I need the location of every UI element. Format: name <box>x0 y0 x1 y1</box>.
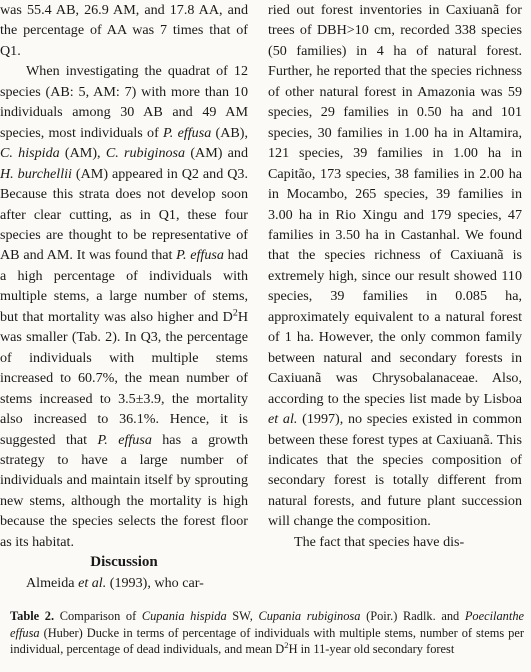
right-column <box>268 0 522 552</box>
paragraph-continued: was 55.4 AB, 26.9 AM, and 17.8 AA, and the percentage of AA was 7 times that of Q1. <box>0 2 248 59</box>
species-name: C. hispida <box>0 145 60 162</box>
species-name: P. effusa <box>163 124 212 141</box>
paragraph-species-distribution: The fact that species have dis- <box>294 533 465 550</box>
species-name: H. burchellii <box>0 165 72 182</box>
table-caption: Table 2. Comparison of Cupania hispida SW, Cupania rubiginosa (Poir.) Radlk. and Poecilanthe effusa (Huber) Ducke in terms of percentage of individuals with multiple stems, number of stems per individual, percentage of dead individuals, and mean $D^2H$ in 11-year old secondary forest <box>10 609 525 657</box>
species-name: C. rubiginosa <box>105 145 186 162</box>
paragraph-discussion: Almeida et al. (1993), who car- <box>26 574 204 591</box>
table-label: Table 2. <box>10 609 55 623</box>
left-column <box>0 0 248 593</box>
species-name: P. effusa <box>97 431 152 448</box>
paragraph-quadrat: When investigating the quadrat of 12 species (AB: 5, AM: 7) with more than 10 individuals among 30 AB and 49 AM species, most individuals of P. effusa (AB), C. hispida (AM), C. rubiginosa (AM) and H. burchellii (AM) appeared in Q2 and Q3. Because this strata does not develop soon after clear cutting, as in Q1, these four species are thought to be representative of AB and AM. It was found that P. effusa had a high percentage of individuals with multiple stems, a large number of stems, but that mortality was also higher and $D^2H$ was smaller (Tab. 2). In Q3, the percentage of individuals with multiple stems increased to 60.7%, the mean number of stems increased to 3.5±3.9, the mortality also increased to 36.1%. Hence, it is suggested that P. effusa has a growth strategy to have a large number of individuals and maintain itself by sprouting new stems, although the mortality is high because the species selects the forest floor as its habitat. <box>0 63 249 550</box>
species-name: P. effusa <box>176 247 224 264</box>
paragraph-inventory: ried out forest inventories in Caxiuanã for trees of DBH>10 cm, recorded 338 species (50 families) in 4 ha of natural forest. Further, he reported that the species richness of other natural forest in Amazonia was 59 species, 29 families in 0.50 ha and 101 species, 30 families in 1.00 ha in Altamira, 121 species, 39 families in 1.00 ha in Capitão, 173 species, 38 families in 2.00 ha in Mocambo, 265 species, 39 families in 3.00 ha in Rio Xingu and 179 species, 47 families in 3.50 ha in Castanhal. We found that the species richness of Caxiuanã is extremely high, since our result showed 110 species, 39 families in 0.085 ha, approximately equivalent to a natural forest of 1 ha. However, the only common family between natural and secondary forests in Caxiuanã was Chrysobalanaceae. Also, according to the species list made by Lisboa et al. (1997), no species existed in common between these forest types at Caxiuanã. This indicates that the species composition of secondary forest is totally different from natural forests, and future plant succession will change the composition. <box>268 2 522 530</box>
section-heading: Discussion <box>90 554 158 571</box>
